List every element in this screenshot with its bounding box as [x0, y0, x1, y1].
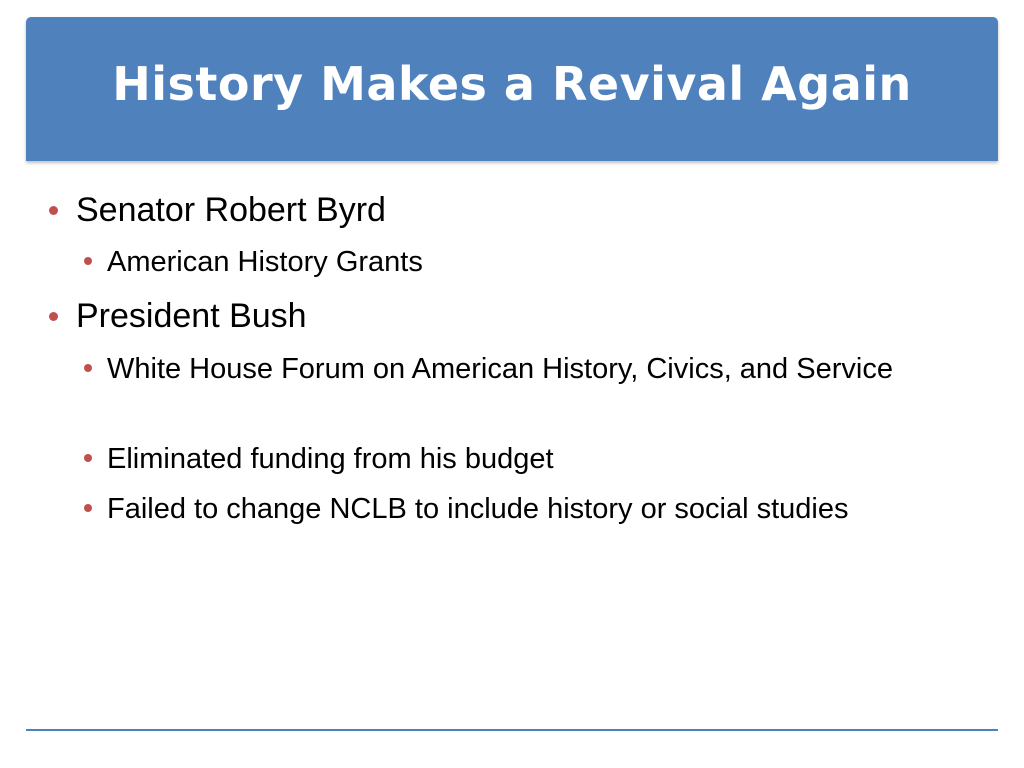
- sub-bullet-text: American History Grants: [107, 246, 423, 278]
- sub-bullet-item: [107, 439, 554, 479]
- slide-title: History Makes a Revival Again: [112, 57, 912, 111]
- sub-bullet-item: [107, 489, 849, 529]
- bottom-divider: [26, 729, 998, 731]
- sub-bullet-text: Eliminated funding from his budget: [107, 443, 554, 475]
- bullet-dot-icon: [84, 454, 92, 462]
- sub-bullet-text: White House Forum on American History, Civics, and Service: [107, 353, 893, 385]
- sub-bullet-item: [107, 349, 927, 389]
- bullet-item: [76, 296, 307, 336]
- bullet-text: President Bush: [76, 297, 307, 335]
- bullet-dot-icon: [84, 504, 92, 512]
- bullet-dot-icon: [49, 206, 58, 215]
- bullet-item: [76, 190, 386, 230]
- bullet-dot-icon: [84, 364, 92, 372]
- bullet-dot-icon: [84, 257, 92, 265]
- sub-bullet-text: Failed to change NCLB to include history or social studies: [107, 493, 849, 525]
- bullet-text: Senator Robert Byrd: [76, 191, 386, 229]
- bullet-dot-icon: [49, 312, 58, 321]
- sub-bullet-item: [107, 242, 423, 282]
